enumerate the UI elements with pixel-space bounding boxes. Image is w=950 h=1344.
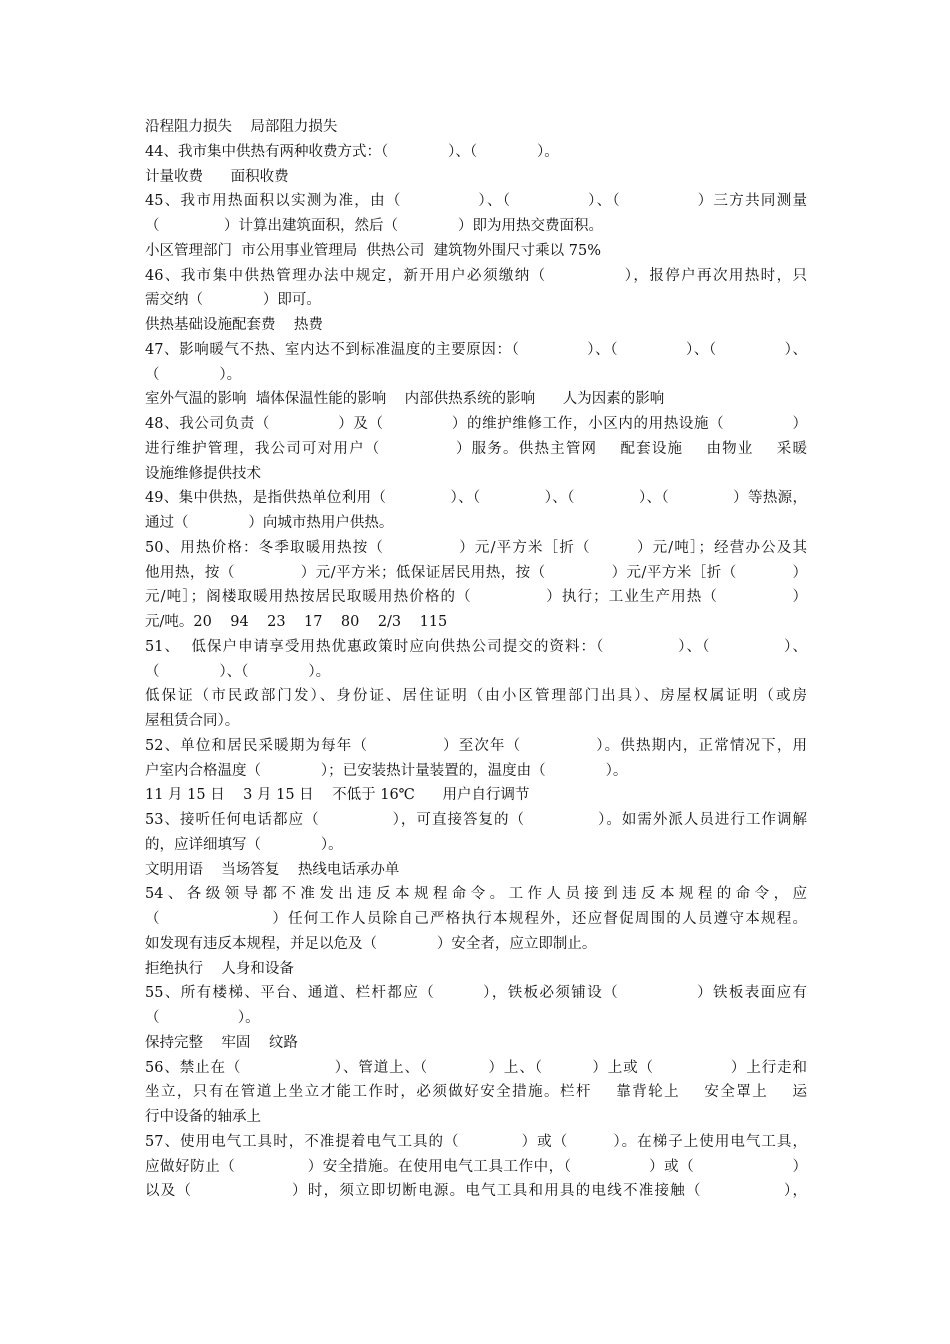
- text-line: 坐立，只有在管道上坐立才能工作时，必须做好安全措施。栏杆 靠背轮上 安全罩上 运: [145, 1084, 807, 1101]
- text-line: 需交纳（ ）即可。: [145, 292, 321, 309]
- text-line: 拒绝执行 人身和设备: [145, 960, 294, 977]
- text-line: 如发现有违反本规程，并足以危及（ ）安全者，应立即制止。: [145, 935, 597, 952]
- text-line: 设施维修提供技术: [145, 465, 261, 482]
- text-line: 元/吨。20 94 23 17 80 2/3 115: [145, 614, 448, 630]
- text-line: 屋租赁合同）。: [145, 713, 240, 729]
- text-line: 他用热，按（ ）元/平方米；低保证居民用热，按（ ）元/平方米［折（ ）: [145, 564, 807, 581]
- text-line: （ ）。: [145, 1010, 260, 1026]
- text-line: 应做好防止（ ）安全措施。在使用电气工具工作中，（ ）或（ ）: [145, 1158, 807, 1175]
- text-line: 48、我公司负责（ ）及（ ）的维护维修工作，小区内的用热设施（ ）: [145, 416, 807, 432]
- text-line: （ ）、（ ）。: [145, 663, 331, 680]
- text-line: 53、接听任何电话都应（ ），可直接答复的（ ）。如需外派人员进行工作调解: [145, 812, 807, 828]
- text-line: 55、所有楼梯、平台、通道、栏杆都应（ ），铁板必须铺设（ ）铁板表面应有: [145, 985, 807, 1002]
- text-line: 户室内合格温度（ ）；已安装热计量装置的，温度由（ ）。: [145, 762, 628, 779]
- text-line: 52、单位和居民采暖期为每年（ ）至次年（ ）。供热期内，正常情况下，用: [145, 737, 807, 754]
- text-line: 51、 低保户申请享受用热优惠政策时应向供热公司提交的资料：（ ）、（ ）、: [145, 638, 807, 655]
- text-line: 低保证（市民政部门发）、身份证、居住证明（由小区管理部门出具）、房屋权属证明（或房: [145, 688, 807, 705]
- text-line: 计量收费 面积收费: [145, 168, 289, 185]
- text-line: 54、各级领导都不准发出违反本规程命令。工作人员接到违反本规程的命令，应: [145, 886, 807, 903]
- text-line: （ ）。: [145, 366, 242, 383]
- text-line: 保持完整 牢固 纹路: [145, 1034, 298, 1051]
- text-line: 供热基础设施配套费 热费: [145, 317, 323, 333]
- text-line: 57、使用电气工具时，不准提着电气工具的（ ）或（ ）。在梯子上使用电气工具，: [145, 1133, 807, 1150]
- text-line: 沿程阻力损失 局部阻力损失: [145, 119, 338, 135]
- text-line: （ ）任何工作人员除自己严格执行本规程外，还应督促周围的人员遵守本规程。: [145, 911, 807, 927]
- document-body: [145, 115, 807, 1204]
- text-line: 室外气温的影响 墙体保温性能的影响 内部供热系统的影响 人为因素的影响: [145, 391, 665, 408]
- text-line: 通过（ ）向城市热用户供热。: [145, 515, 394, 531]
- text-line: （ ）计算出建筑面积，然后（ ）即为用热交费面积。: [145, 218, 603, 234]
- text-line: 元/吨］；阁楼取暖用热按居民取暖用热价格的（ ）执行；工业生产用热（ ）: [145, 589, 807, 606]
- text-line: 49、集中供热，是指供热单位利用（ ）、（ ）、（ ）、（ ）等热源，: [145, 490, 807, 507]
- text-line: 小区管理部门 市公用事业管理局 供热公司 建筑物外围尺寸乘以 75%: [145, 242, 601, 259]
- text-line: 56、禁止在（ ）、管道上、（ ）上、（ ）上或（ ）上行走和: [145, 1059, 807, 1076]
- text-line: 44、我市集中供热有两种收费方式：（ ）、（ ）。: [145, 143, 559, 160]
- text-line: 的，应详细填写（ ）。: [145, 836, 343, 853]
- text-line: 行中设备的轴承上: [145, 1109, 261, 1125]
- text-line: 47、影响暖气不热、室内达不到标准温度的主要原因：（ ）、（ ）、（ ）、: [145, 341, 807, 358]
- text-line: 46、我市集中供热管理办法中规定，新开用户必须缴纳（ ），报停户再次用热时，只: [145, 267, 807, 284]
- text-line: 进行维护管理，我公司可对用户（ ）服务。供热主管网 配套设施 由物业 采暖: [145, 440, 807, 457]
- text-line: 11 月 15 日 3 月 15 日 不低于 16℃ 用户自行调节: [145, 787, 530, 804]
- text-line: 45、我市用热面积以实测为准，由（ ）、（ ）、（ ）三方共同测量: [145, 193, 807, 210]
- text-line: 以及（ ）时，须立即切断电源。电气工具和用具的电线不准接触（ ），: [145, 1183, 807, 1200]
- text-line: 50、用热价格：冬季取暖用热按（ ）元/平方米［折（ ）元/吨］；经营办公及其: [145, 539, 807, 556]
- text-line: 文明用语 当场答复 热线电话承办单: [145, 861, 400, 878]
